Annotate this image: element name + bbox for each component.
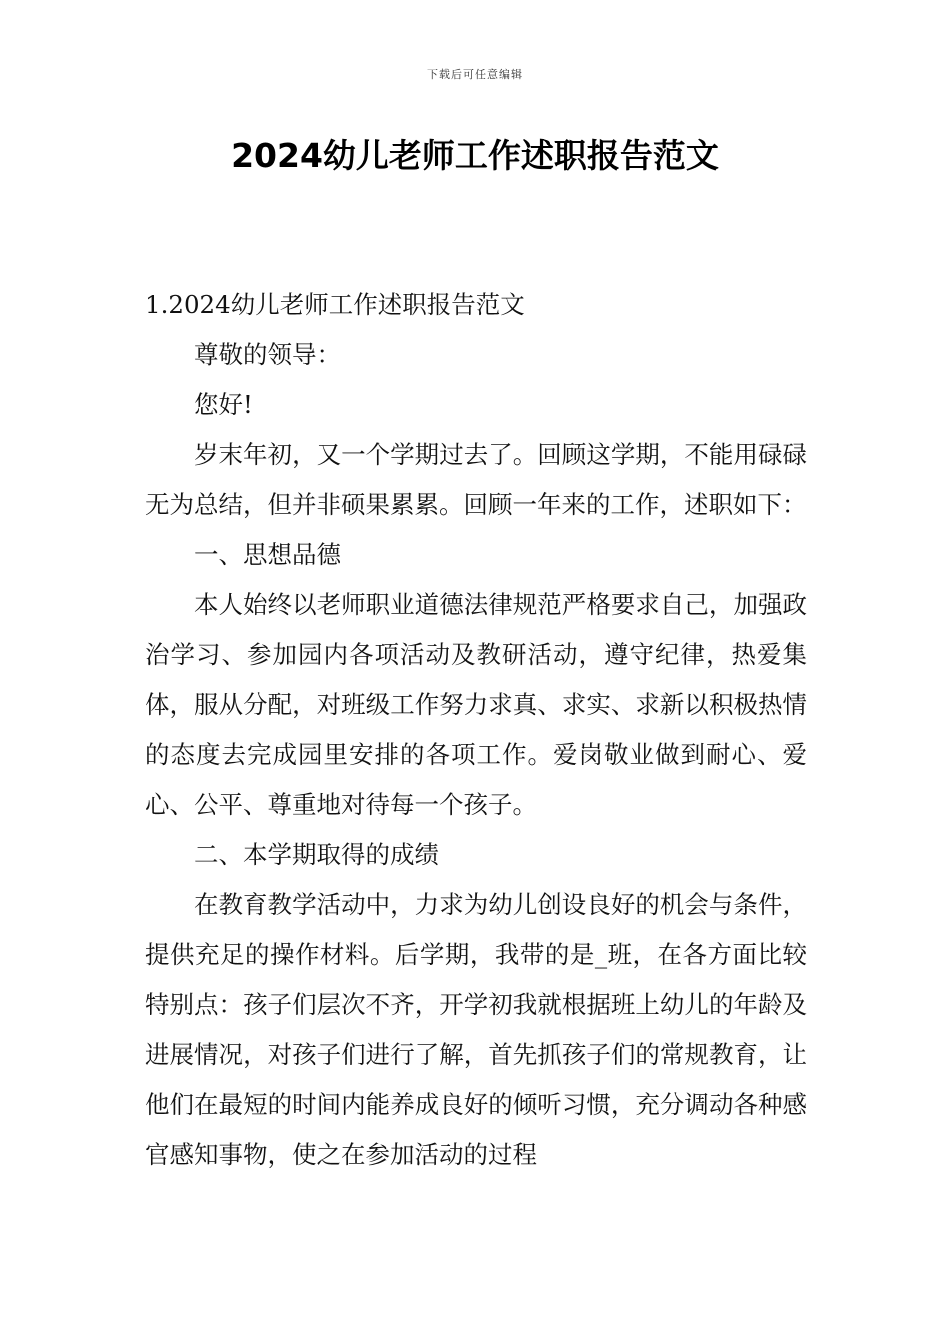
achievements-paragraph: 在教育教学活动中，力求为幼儿创设良好的机会与条件，提供充足的操作材料。后学期，我带的是_班，在各方面比较特别点：孩子们层次不齐，开学初我就根据班上幼儿的年龄及进展情况，对孩子们进行了解，首先抓孩子们的常规教育，让他们在最短的时间内能养成良好的倾听习惯，充分调动各种感官感知事物，使之在参加活动的过程: [145, 890, 807, 1169]
subheading-achievements: 二、本学期取得的成绩: [194, 840, 439, 869]
intro-paragraph: 岁末年初，又一个学期过去了。回顾这学期，不能用碌碌无为总结，但并非硕果累累。回顾一年来的工作，述职如下：: [145, 440, 807, 519]
section-heading: 1.2024幼儿老师工作述职报告范文: [145, 290, 525, 319]
salutation: 尊敬的领导：: [194, 340, 341, 369]
greeting: 您好!: [194, 390, 253, 419]
header-note: 下载后可任意编辑: [427, 68, 523, 81]
subheading-moral: 一、思想品德: [194, 540, 341, 569]
document-title: 2024幼儿老师工作述职报告范文: [231, 136, 719, 175]
moral-paragraph: 本人始终以老师职业道德法律规范严格要求自己，加强政治学习、参加园内各项活动及教研活动，遵守纪律，热爱集体，服从分配，对班级工作努力求真、求实、求新以积极热情的态度去完成园里安排的各项工作。爱岗敬业做到耐心、爱心、公平、尊重地对待每一个孩子。: [145, 590, 807, 819]
document-body: [145, 280, 807, 1180]
